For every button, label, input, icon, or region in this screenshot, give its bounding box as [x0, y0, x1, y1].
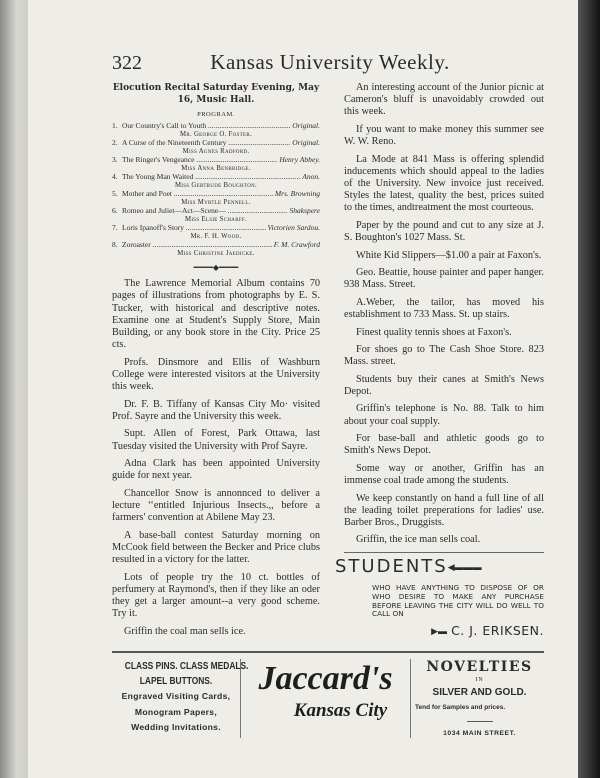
item-title: Mother and Poet ..... — [122, 190, 273, 199]
item-number: 4. — [112, 172, 118, 182]
news-item: For base-ball and athletic goods go to Smith's News Depot. — [344, 433, 544, 457]
eriksen-name-row — [344, 623, 544, 638]
ad-text: IN — [475, 677, 484, 684]
news-item: Supt. Allen of Forest, Park Ottawa, last Tuesday visited the University with Prof Sayre. — [112, 428, 320, 452]
news-item: Griffin's telephone is No. 88. Talk to him about your coal supply. — [344, 403, 544, 427]
ad-text: Wedding Invitations. — [131, 722, 221, 733]
item-performer: Miss Elsie Scharff. — [184, 215, 247, 223]
jaccard-ad-right — [411, 659, 544, 738]
item-author: F. M. Crawford — [273, 240, 320, 250]
news-item: Finest quality tennis shoes at Faxon's. — [356, 326, 512, 338]
news-item: Dr. F. B. Tiffany of Kansas City Mo· visited Prof. Sayre and the University this week. — [112, 398, 320, 422]
page-number: 322 — [112, 52, 142, 74]
right-column — [335, 82, 544, 639]
news-item: Geo. Beattie, house painter and paper hanger. 938 Mass. Street. — [344, 267, 544, 291]
news-item: Some way or another, Griffin has an immense coal trade among the students. — [344, 462, 544, 487]
item-author: Original. — [292, 138, 320, 148]
news-item: Adna Clark has been appointed University guide for next year. — [112, 458, 320, 482]
program-item — [112, 190, 320, 199]
item-title: Zoroaster ..... — [122, 241, 272, 250]
ad-text: NOVELTIES — [426, 659, 533, 676]
item-author: Victorien Sardou. — [267, 223, 320, 233]
news-item: Profs. Dinsmore and Ellis of Washburn College were interested visitors at the University this week. — [112, 356, 320, 393]
jaccard-logo: Jaccard's — [258, 660, 393, 698]
ad-text: CLASS PINS. CLASS MEDALS. — [124, 660, 249, 673]
program-item — [112, 139, 320, 148]
program-list — [112, 122, 320, 258]
students-headline: STUDENTS — [335, 555, 448, 577]
page-header — [112, 50, 544, 82]
item-title: The Young Man Waited ..... — [122, 173, 300, 182]
news-item: For shoes go to The Cash Shoe Store. 823 Mass. street. — [344, 344, 544, 368]
item-title: Our Country's Call to Youth ..... — [122, 122, 290, 131]
program-item — [112, 224, 320, 233]
program-item — [112, 173, 320, 182]
item-author: Anon. — [302, 172, 320, 182]
eriksen-ad — [335, 552, 544, 639]
jaccard-ad-left — [112, 659, 249, 738]
program-label: PROGRAM. — [197, 111, 235, 118]
item-performer: Miss Agnes Radford. — [182, 147, 250, 155]
eriksen-name: C. J. ERIKSEN. — [451, 623, 544, 639]
book-edge — [578, 0, 600, 778]
item-performer: Miss Anna Benbridge. — [181, 164, 251, 172]
news-item: Lots of people try the 10 ct. bottles of perfumery at Raymond's, then if they like an oder they get a larger amount--a very good scheme. Try it. — [112, 571, 320, 620]
ad-text: LAPEL BUTTONS. — [139, 675, 213, 688]
news-item: Griffin the coal man sells ice. — [124, 625, 246, 637]
ad-rule — [467, 721, 493, 722]
left-paragraphs — [112, 278, 320, 638]
ad-text: Engraved Visiting Cards, — [121, 691, 231, 702]
ad-text: Monogram Papers, — [134, 706, 218, 717]
book-spine — [0, 0, 28, 778]
students-row — [335, 556, 544, 578]
news-item: We keep constantly on hand a full line of all the leading toilet preperations for ladies' use. Barber Bros., Druggists. — [344, 492, 544, 528]
item-author: Henry Abbey. — [279, 155, 320, 165]
item-performer: Mr. George O. Foster. — [180, 130, 252, 138]
news-item: Students buy their canes at Smith's News Depot. — [344, 373, 544, 397]
news-item: An interesting account of the Junior picnic at Cameron's bluff is unavoidably crowded out this week. — [344, 82, 544, 118]
program-item — [112, 156, 320, 165]
item-number: 5. — [112, 189, 118, 199]
ad-text: Tend for Samples and prices. — [415, 704, 506, 712]
right-paragraphs — [344, 82, 544, 547]
news-item: White Kid Slippers—$1.00 a pair at Faxon's. — [356, 249, 542, 261]
item-title: The Ringer's Vengeance ..... — [122, 156, 277, 165]
ornament-divider: ━━━━◆━━━━ — [193, 263, 239, 273]
news-item: Chancellor Snow is annonnced to deliver a lecture ‘‘entitled Injurious Insects.,, before a farmers' convention at Abilene May 23. — [112, 487, 320, 524]
program-item — [112, 122, 320, 131]
item-performer: Mr. F. H. Wood. — [190, 232, 242, 240]
left-column — [112, 82, 320, 643]
jaccard-ad — [112, 651, 544, 738]
item-title: Loris Ipanoff's Story ..... — [122, 224, 266, 233]
columns — [112, 82, 544, 643]
news-item: A.Weber, the tailor, has moved his establishment to 733 Mass. St. up stairs. — [344, 296, 544, 321]
item-number: 2. — [112, 138, 118, 148]
item-title: A Curse of the Nineteenth Century ..... — [122, 139, 290, 148]
item-author: Mrs. Browning — [274, 189, 320, 199]
news-item: Paper by the pound and cut to any size at J. S. Boughton's 1027 Mass. St. — [344, 219, 544, 244]
news-item: The Lawrence Memorial Album contains 70 pages of illustrations from photographs by E. S. Tucker, with historical and descriptive notes. Examine one at Student's Supply Store, Main Building, or any book store in the City. Price 25 cts. — [112, 278, 320, 351]
news-item: A base-ball contest Saturday morning on McCook field between the Becker and Price clubs resulted in a victory for the latter. — [112, 529, 320, 566]
news-item: Griffin, the ice man sells coal. — [356, 534, 481, 546]
program-item — [112, 241, 320, 250]
item-performer: Miss Christine Jaedicke. — [177, 249, 255, 257]
item-author: Original. — [292, 121, 320, 131]
eriksen-ad-body: WHO HAVE ANYTHING TO DISPOSE OF OR WHO DESIRE TO MAKE ANY PURCHASE BEFORE LEAVING THE CITY WILL DO WELL TO CALL ON — [372, 582, 544, 619]
item-number: 7. — [112, 223, 118, 233]
jaccard-logo-city: Kansas City — [293, 700, 388, 722]
news-item: If you want to make money this summer see W. W. Reno. — [344, 123, 544, 148]
recital-heading: Elocution Recital Saturday Evening, May 16, Music Hall. — [112, 83, 320, 105]
item-performer: Miss Gertrude Boughton. — [174, 181, 258, 189]
page — [112, 0, 544, 778]
item-author: Shakspere — [289, 206, 320, 216]
jaccard-logo-cell — [241, 659, 411, 738]
program-item — [112, 207, 320, 216]
item-title: Romeo and Juliet—Act—Scene— ..... — [122, 207, 287, 216]
ad-text: 1034 MAIN STREET. — [443, 730, 516, 738]
pennant-icon: ▶▬ — [431, 625, 448, 636]
pennant-icon: ◀▬▬▬ — [447, 561, 482, 572]
page-title: Kansas University Weekly. — [210, 50, 450, 74]
item-performer: Miss Myrtle Pennell. — [181, 198, 251, 206]
item-number: 8. — [112, 240, 118, 250]
item-number: 3. — [112, 155, 118, 165]
news-item: La Mode at 841 Mass is offering splendid inducements which should appeal to the ladies of the University. New invoice just received. Styles the latest, quality the best, prices suited to the times, andtreatment the most courteous. — [344, 153, 544, 214]
ad-text: SILVER AND GOLD. — [432, 687, 527, 699]
item-number: 6. — [112, 206, 118, 216]
item-number: 1. — [112, 121, 118, 131]
